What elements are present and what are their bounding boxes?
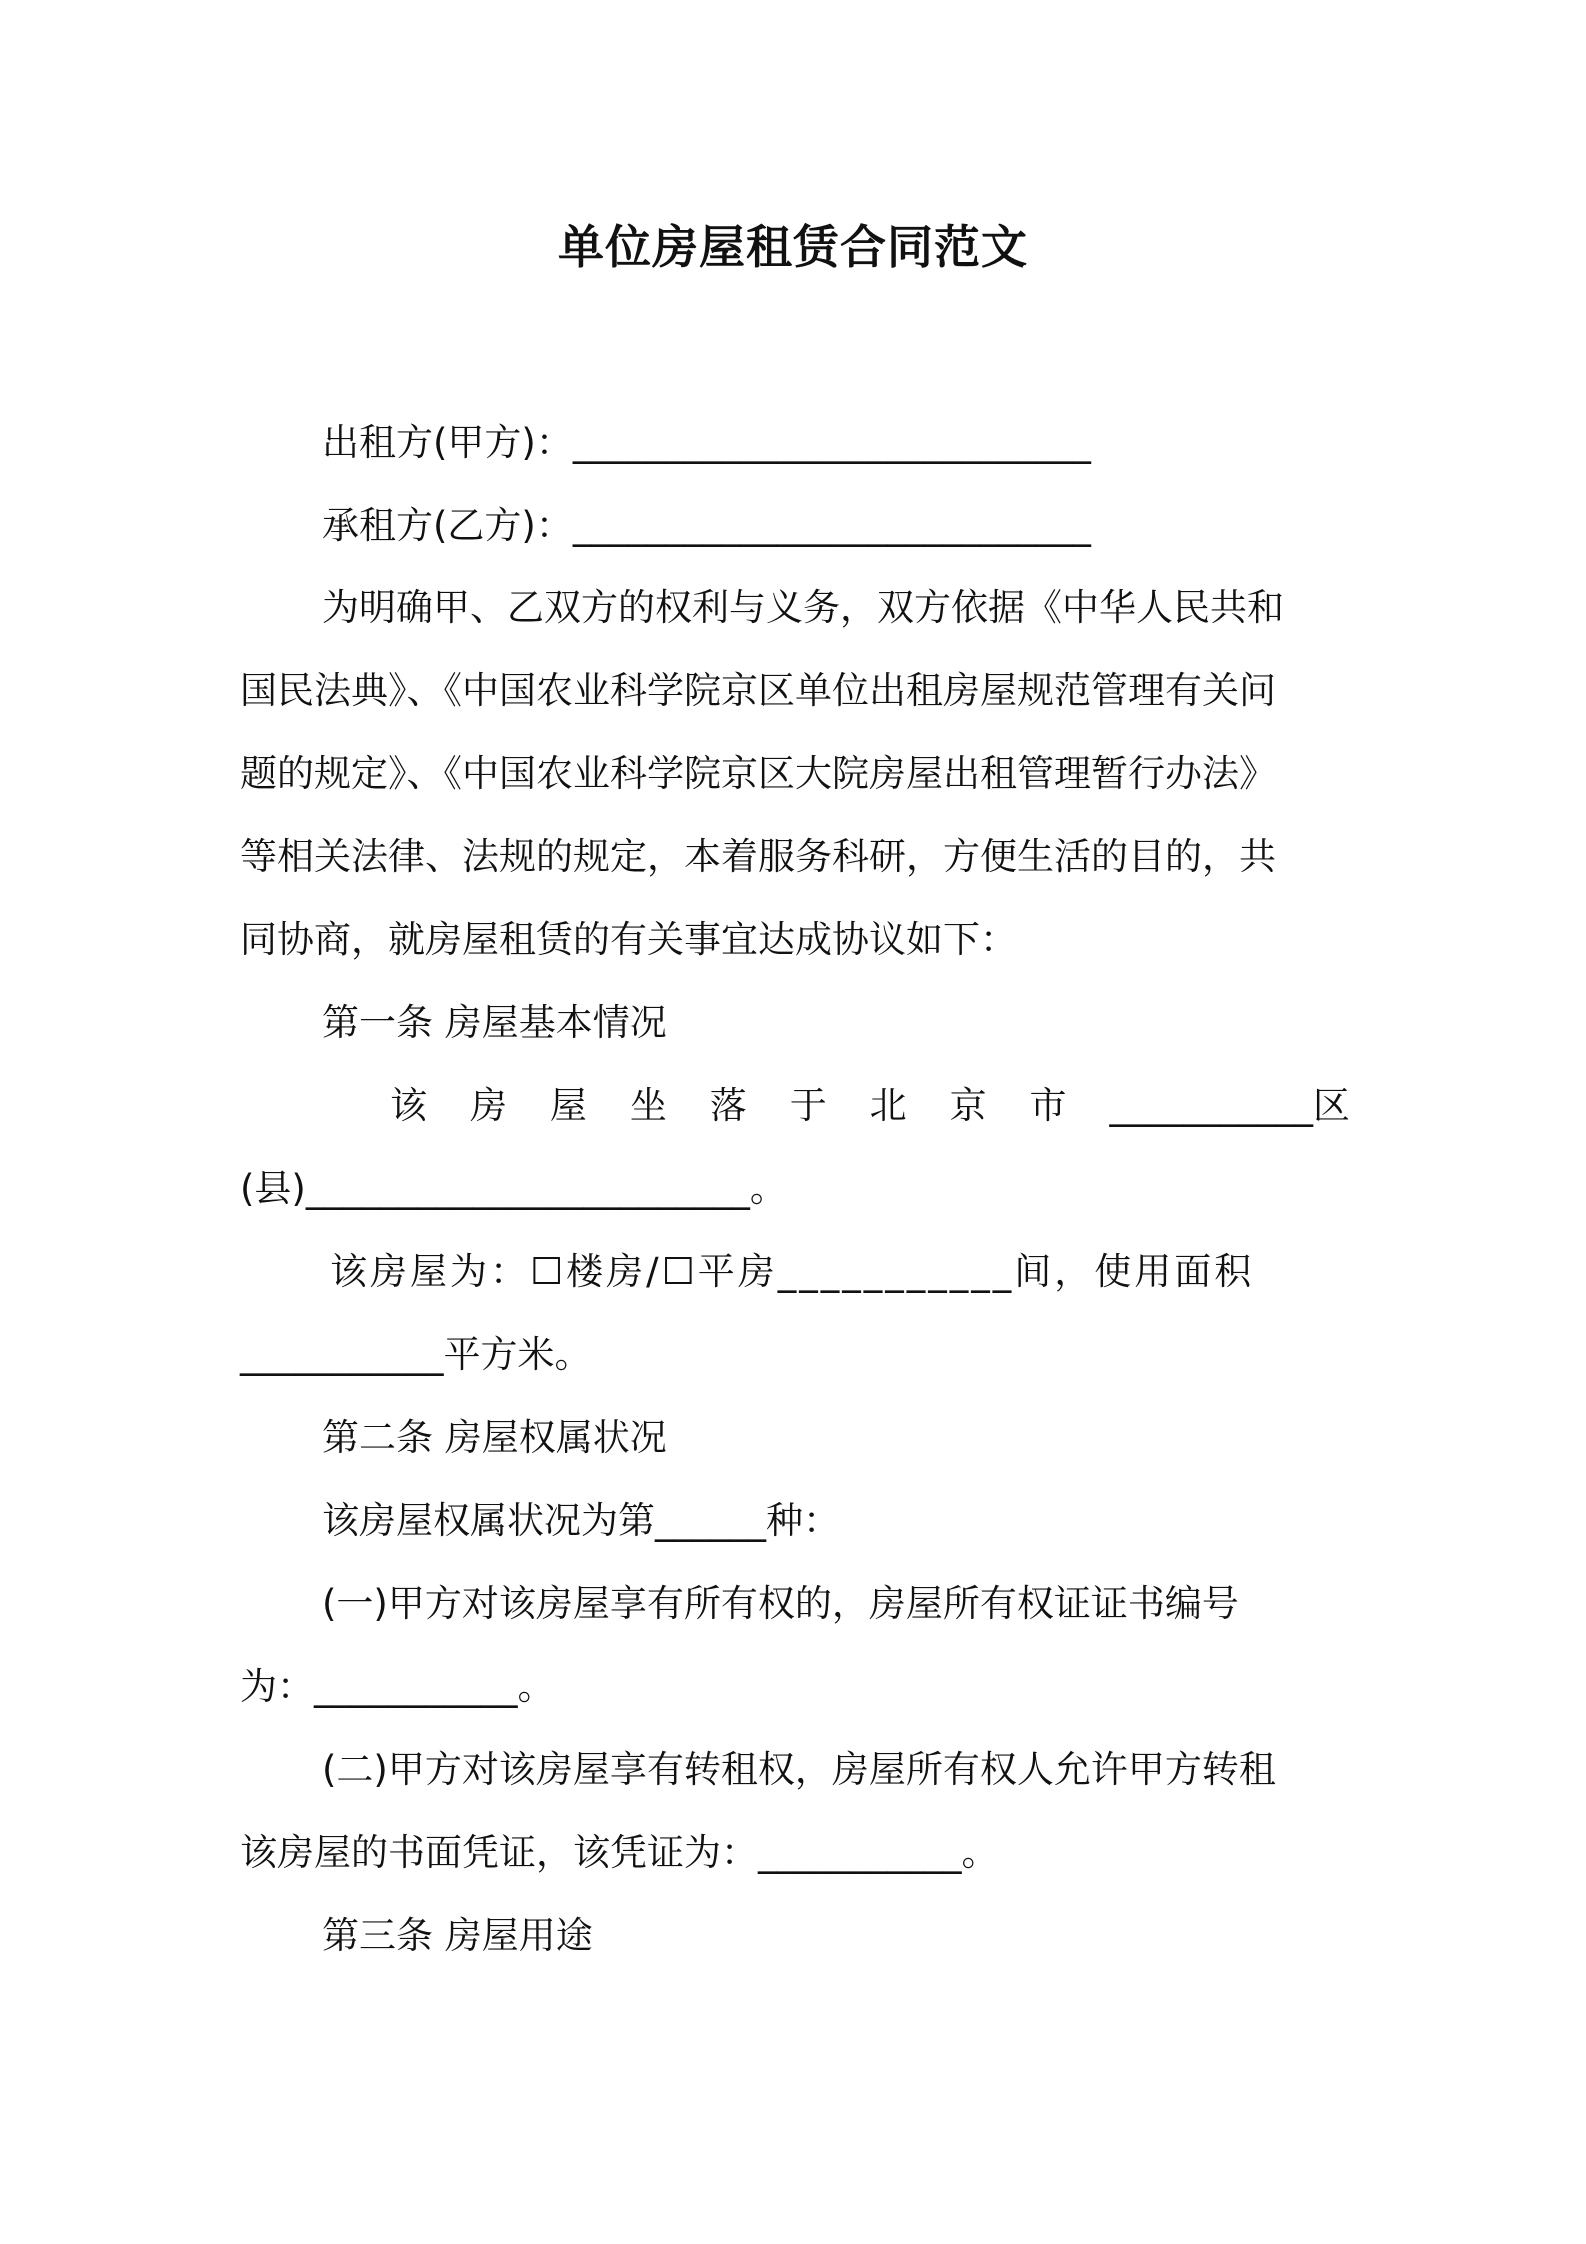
ownership-type-line: 该房屋权属状况为第______种： [322, 1499, 840, 1542]
ownership-1-line-2: 为：___________。 [240, 1665, 555, 1708]
location-char: 北 [869, 1084, 907, 1127]
district-blank: ___________区 [1109, 1084, 1350, 1127]
article-2-heading: 第二条 房屋权属状况 [322, 1416, 667, 1459]
location-char: 坐 [629, 1084, 667, 1127]
location-char: 市 [1029, 1084, 1067, 1127]
area-line: ___________平方米。 [240, 1333, 592, 1376]
location-char: 落 [709, 1084, 747, 1127]
lessor-line: 出租方(甲方)：____________________________ [322, 421, 1091, 464]
article-3-heading: 第三条 房屋用途 [322, 1914, 593, 1957]
lessee-line: 承租方(乙方)：____________________________ [322, 504, 1091, 547]
location-char: 京 [949, 1084, 987, 1127]
ownership-2-line-2: 该房屋的书面凭证，该凭证为：___________。 [240, 1831, 999, 1874]
location-char: 屋 [549, 1084, 587, 1127]
location-char: 于 [789, 1084, 827, 1127]
preamble-line-3: 题的规定》、《中国农业科学院京区大院房屋出租管理暂行办法》 [240, 752, 1276, 795]
location-line-1 [390, 1076, 1350, 1136]
house-type-line: 该房屋为：☐楼房/☐平房___________间，使用面积 [330, 1250, 1255, 1293]
ownership-2-line-1: (二)甲方对该房屋享有转租权，房屋所有权人允许甲方转租 [322, 1748, 1276, 1791]
document-title: 单位房屋租赁合同范文 [558, 220, 1028, 274]
ownership-1-line-1: (一)甲方对该房屋享有所有权的，房屋所有权证证书编号 [322, 1582, 1239, 1625]
preamble-line-2: 国民法典》、《中国农业科学院京区单位出租房屋规范管理有关问 [240, 669, 1276, 712]
preamble-line-4: 等相关法律、法规的规定，本着服务科研，方便生活的目的，共 [240, 835, 1276, 878]
location-line-2: (县)________________________。 [240, 1167, 787, 1210]
location-char: 房 [469, 1084, 507, 1127]
preamble-line-1: 为明确甲、乙双方的权利与义务，双方依据《中华人民共和 [322, 586, 1284, 629]
article-1-heading: 第一条 房屋基本情况 [322, 1001, 667, 1044]
location-char: 该 [390, 1084, 427, 1127]
preamble-line-5: 同协商，就房屋租赁的有关事宜达成协议如下： [240, 918, 1017, 961]
